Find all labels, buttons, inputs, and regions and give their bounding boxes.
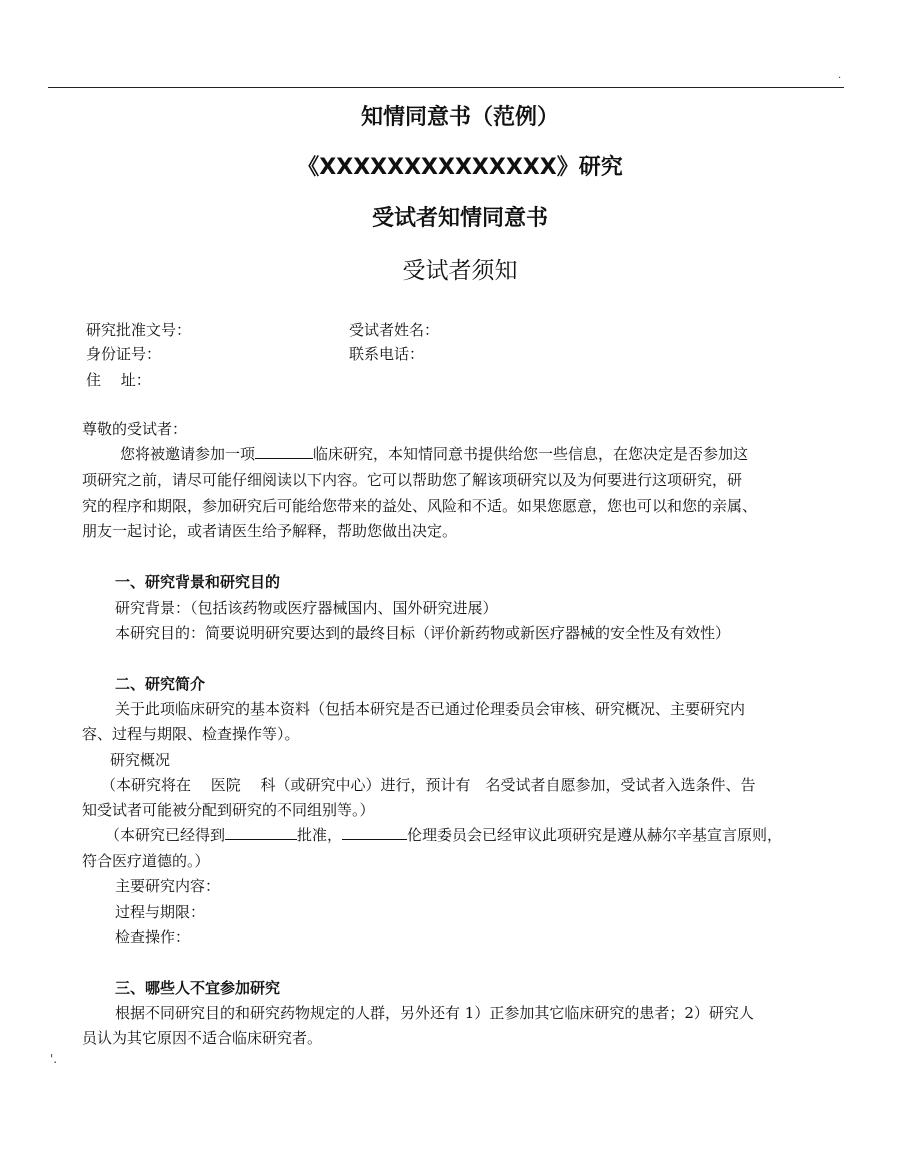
header-corner-mark: . [838,70,842,81]
research-purpose: 本研究目的：简要说明研究要达到的最终目标（评价新药物或新医疗器械的安全性及有效性） [115,624,731,642]
intro-text-b: 临床研究，本知情同意书提供给您一些信息，在您决定是否参加这 [313,445,749,463]
approval-line-2: 符合医疗道德的。） [82,852,210,870]
intro-paragraph-line-3: 究的程序和期限，参加研究后可能给您带来的益处、风险和不适。如果您愿意，您也可以和您的亲属、 [82,497,758,515]
section-2-line-1: 关于此项临床研究的基本资料（包括本研究是否已通过伦理委员会审核、研究概况、主要研究内 [115,700,746,718]
process-label: 过程与期限： [115,903,206,921]
phone-field: 联系电话： [349,345,425,363]
intro-paragraph-line-2: 项研究之前，请尽可能仔细阅读以下内容。它可以帮助您了解该项研究以及为何要进行这项研究，研 [82,471,743,489]
overview-line-1: （本研究将在 医院 科（或研究中心）进行，预计有 名受试者自愿参加，受试者入选条件、告 [101,776,756,794]
section-1-heading: 一、研究背景和研究目的 [115,573,281,591]
intro-paragraph-line-1 [120,443,748,464]
subject-notice-subtitle: 受试者须知 [402,258,518,284]
address-field: 住 址： [86,371,151,389]
approval-blank-1 [225,825,297,840]
section-2-heading: 二、研究简介 [115,675,206,693]
consent-form-title: 受试者知情同意书 [371,206,548,231]
approval-no-field: 研究批准文号： [86,321,192,339]
intro-text-a: 您将被邀请参加一项 [120,445,256,463]
section-2-line-2: 容、过程与期限、检查操作等）。 [82,725,300,743]
exam-label: 检查操作： [115,928,191,946]
approval-text-b: 批准， [297,826,343,844]
salutation: 尊敬的受试者： [82,420,188,438]
section-3-heading: 三、哪些人不宜参加研究 [115,979,281,997]
overview-line-2: 知受试者可能被分配到研究的不同组别等。） [82,801,375,819]
footer-page-mark: '. [50,1052,58,1066]
research-background: 研究背景：（包括该药物或医疗器械国内、国外研究进展） [115,599,498,617]
section-3-line-1: 根据不同研究目的和研究药物规定的人群，另外还有 1）正参加其它临床研究的患者；2）研究人 [115,1004,754,1022]
subject-name-field: 受试者姓名： [349,321,440,339]
study-name-title: 《XXXXXXXXXXXXXX》研究 [297,155,623,180]
approval-line-1 [105,824,782,845]
section-3-line-2: 员认为其它原因不适合临床研究者。 [82,1029,323,1047]
study-name-blank [255,444,313,459]
approval-text-a: （本研究已经得到 [105,826,226,844]
approval-blank-2 [342,825,407,840]
approval-text-c: 伦理委员会已经审议此项研究是遵从赫尔辛基宣言原则， [407,826,783,844]
intro-paragraph-line-4: 朋友一起讨论，或者请医生给予解释，帮助您做出决定。 [82,522,458,540]
id-no-field: 身份证号： [86,345,162,363]
header-rule [48,87,844,88]
main-content-label: 主要研究内容： [115,877,221,895]
overview-label: 研究概况 [110,751,171,769]
doc-title: 知情同意书（范例） [360,105,559,130]
